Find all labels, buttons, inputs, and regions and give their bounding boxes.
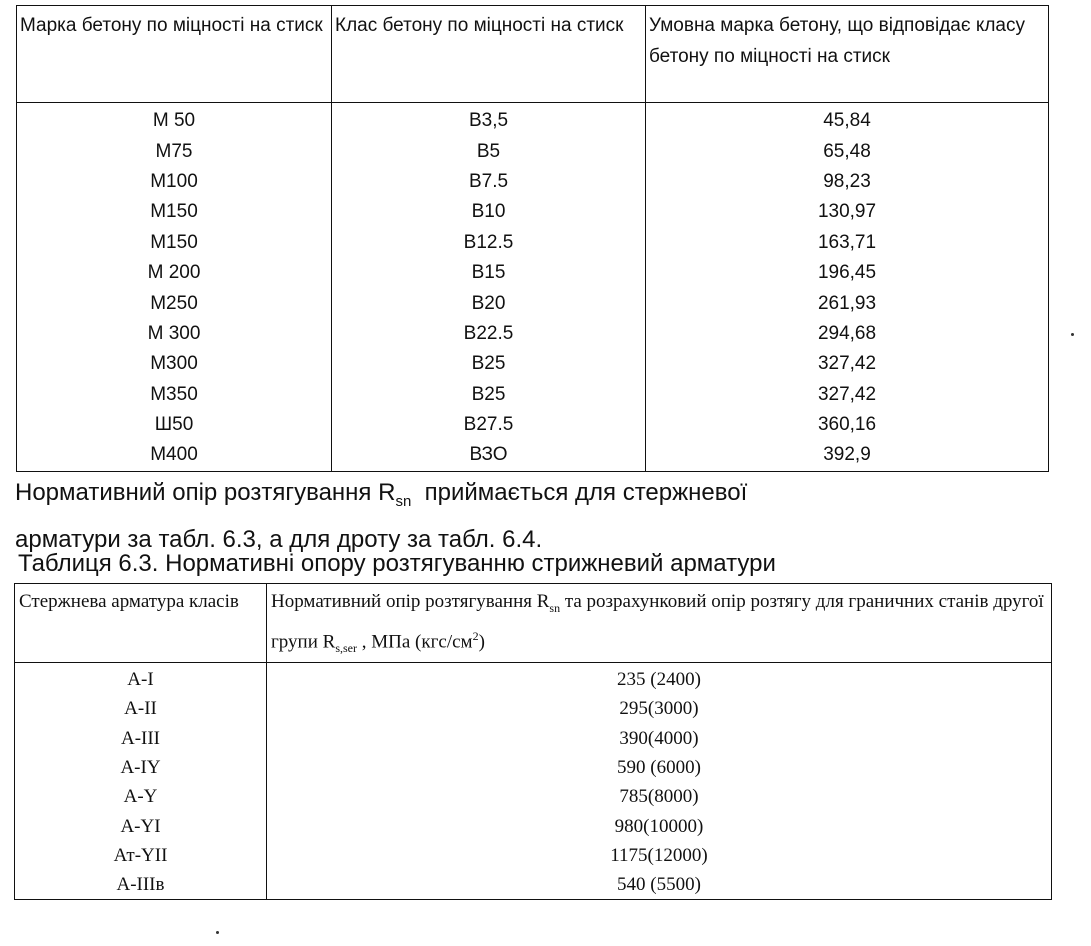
table-row	[15, 724, 1052, 753]
resistance-cell: 590 (6000)	[267, 753, 1052, 782]
rebar-resistance-table	[14, 583, 1052, 900]
rebar-class-cell: А-Y	[15, 782, 267, 811]
table-row	[17, 410, 1049, 440]
table-header-row	[15, 584, 1052, 663]
resistance-cell: 785(8000)	[267, 782, 1052, 811]
rebar-class-cell: А-IIIв	[15, 870, 267, 900]
grade-cell: М250	[17, 288, 332, 318]
conditional-grade-cell: 392,9	[646, 440, 1049, 471]
rebar-class-cell: А-II	[15, 694, 267, 723]
header-resistance: Нормативний опір розтягування $R_{sn}$ та розрахунковий опір розтягу для граничних станів другої групи $R_{s,ser}$ , МПа $(кгс/см^2)$	[267, 584, 1052, 663]
table-row	[15, 811, 1052, 840]
table-row	[15, 870, 1052, 900]
conditional-grade-cell: 294,68	[646, 319, 1049, 349]
conditional-grade-cell: 65,48	[646, 136, 1049, 166]
table-row	[15, 694, 1052, 723]
table-row	[17, 319, 1049, 349]
class-cell: В10	[332, 197, 646, 227]
class-cell: В22.5	[332, 319, 646, 349]
conditional-grade-cell: 98,23	[646, 167, 1049, 197]
table-row	[17, 103, 1049, 137]
rebar-class-cell: А-I	[15, 663, 267, 695]
conditional-grade-cell: 360,16	[646, 410, 1049, 440]
header-class: Клас бетону по міцності на стиск	[332, 6, 646, 103]
grade-cell: М150	[17, 228, 332, 258]
table-row	[17, 380, 1049, 410]
scan-speck	[1071, 333, 1074, 336]
table-row	[17, 440, 1049, 471]
paragraph-line-1: Нормативний опір розтягування $R_{sn}$ приймається для стержневої	[15, 479, 748, 510]
class-cell: В5	[332, 136, 646, 166]
table-row	[17, 167, 1049, 197]
resistance-cell: 295(3000)	[267, 694, 1052, 723]
grade-cell: М 200	[17, 258, 332, 288]
rebar-class-cell: А-YI	[15, 811, 267, 840]
conditional-grade-cell: 163,71	[646, 228, 1049, 258]
class-cell: В25	[332, 380, 646, 410]
class-cell: В12.5	[332, 228, 646, 258]
table-row	[17, 197, 1049, 227]
table-row	[17, 288, 1049, 318]
table-row	[17, 136, 1049, 166]
table-row	[17, 258, 1049, 288]
table-row	[15, 753, 1052, 782]
header-rebar-class: Стержнева арматура класів	[15, 584, 267, 663]
grade-cell: М 50	[17, 103, 332, 137]
resistance-cell: 235 (2400)	[267, 663, 1052, 695]
table-body	[17, 103, 1049, 472]
resistance-cell: 540 (5500)	[267, 870, 1052, 900]
grade-cell: М400	[17, 440, 332, 471]
grade-cell: М300	[17, 349, 332, 379]
grade-cell: М350	[17, 380, 332, 410]
class-cell: В20	[332, 288, 646, 318]
class-cell: В3,5	[332, 103, 646, 137]
class-cell: В25	[332, 349, 646, 379]
table-header-row	[17, 6, 1049, 103]
resistance-cell: 390(4000)	[267, 724, 1052, 753]
conditional-grade-cell: 261,93	[646, 288, 1049, 318]
rebar-class-cell: А-III	[15, 724, 267, 753]
class-cell: В15	[332, 258, 646, 288]
scan-speck	[216, 931, 219, 934]
conditional-grade-cell: 130,97	[646, 197, 1049, 227]
header-grade: Марка бетону по міцності на стиск	[17, 6, 332, 103]
class-cell: В27.5	[332, 410, 646, 440]
grade-cell: М100	[17, 167, 332, 197]
table-row	[15, 663, 1052, 695]
resistance-cell: 980(10000)	[267, 811, 1052, 840]
conditional-grade-cell: 327,42	[646, 380, 1049, 410]
resistance-cell: 1175(12000)	[267, 841, 1052, 870]
grade-cell: Ш50	[17, 410, 332, 440]
table-caption: Таблиця 6.3. Нормативні опору розтягуванню стрижневий арматури	[18, 550, 776, 577]
conditional-grade-cell: 45,84	[646, 103, 1049, 137]
table-row	[17, 349, 1049, 379]
rebar-class-cell: Ат-YII	[15, 841, 267, 870]
table-row	[17, 228, 1049, 258]
rebar-class-cell: А-IY	[15, 753, 267, 782]
table-body	[15, 663, 1052, 900]
class-cell: ВЗО	[332, 440, 646, 471]
conditional-grade-cell: 327,42	[646, 349, 1049, 379]
paragraph-line-2: арматури за табл. 6.3, а для дроту за табл. 6.4.	[15, 525, 543, 553]
grade-cell: М 300	[17, 319, 332, 349]
grade-cell: М150	[17, 197, 332, 227]
class-cell: В7.5	[332, 167, 646, 197]
header-conditional-grade: Умовна марка бетону, що відповідає класу бетону по міцності на стиск	[646, 6, 1049, 103]
conditional-grade-cell: 196,45	[646, 258, 1049, 288]
table-row	[15, 782, 1052, 811]
concrete-grade-table	[16, 5, 1049, 472]
grade-cell: М75	[17, 136, 332, 166]
table-row	[15, 841, 1052, 870]
